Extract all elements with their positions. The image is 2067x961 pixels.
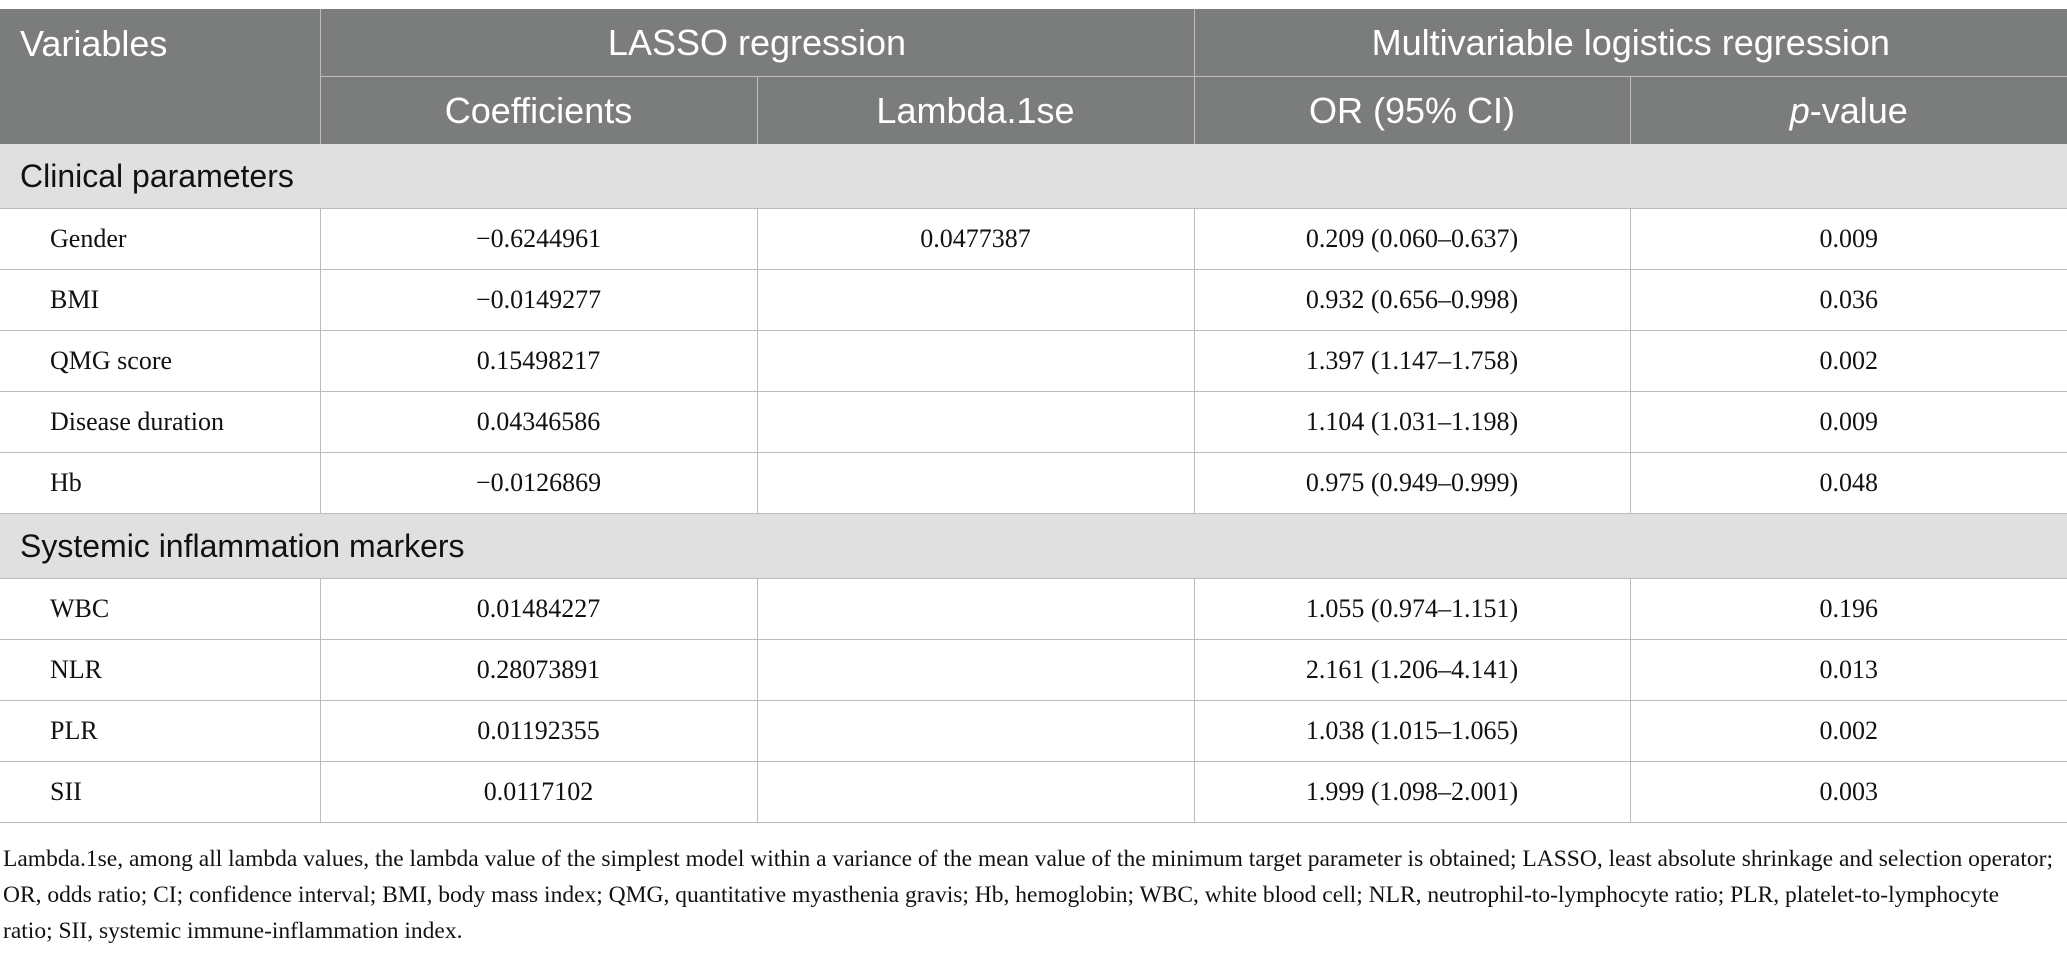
regression-table bbox=[0, 9, 2067, 823]
table-row bbox=[0, 701, 2067, 762]
header-variables: Variables bbox=[0, 9, 320, 144]
header-multivariable-logistics-regression: Multivariable logistics regression bbox=[1194, 9, 2067, 77]
cell-p-value: 0.002 bbox=[1630, 701, 2067, 762]
cell-lambda bbox=[757, 579, 1194, 640]
table-row bbox=[0, 579, 2067, 640]
cell-variable: PLR bbox=[0, 701, 320, 762]
cell-or-ci: 1.104 (1.031–1.198) bbox=[1194, 392, 1630, 453]
table-header bbox=[0, 9, 2067, 144]
cell-variable: NLR bbox=[0, 640, 320, 701]
cell-p-value: 0.048 bbox=[1630, 453, 2067, 514]
cell-lambda bbox=[757, 762, 1194, 823]
cell-p-value: 0.003 bbox=[1630, 762, 2067, 823]
table-row bbox=[0, 453, 2067, 514]
cell-coefficient: −0.0149277 bbox=[320, 270, 757, 331]
cell-or-ci: 1.038 (1.015–1.065) bbox=[1194, 701, 1630, 762]
table-body bbox=[0, 144, 2067, 823]
section-title-systemic-inflammation-markers: Systemic inflammation markers bbox=[0, 514, 2067, 579]
cell-variable: WBC bbox=[0, 579, 320, 640]
cell-variable: Hb bbox=[0, 453, 320, 514]
cell-p-value: 0.013 bbox=[1630, 640, 2067, 701]
cell-coefficient: −0.0126869 bbox=[320, 453, 757, 514]
header-coefficients: Coefficients bbox=[320, 77, 757, 145]
table-row bbox=[0, 331, 2067, 392]
cell-variable: Gender bbox=[0, 209, 320, 270]
cell-variable: QMG score bbox=[0, 331, 320, 392]
cell-coefficient: 0.0117102 bbox=[320, 762, 757, 823]
cell-lambda: 0.0477387 bbox=[757, 209, 1194, 270]
table-row bbox=[0, 392, 2067, 453]
cell-variable: BMI bbox=[0, 270, 320, 331]
cell-or-ci: 1.999 (1.098–2.001) bbox=[1194, 762, 1630, 823]
header-lambda-1se: Lambda.1se bbox=[757, 77, 1194, 145]
cell-coefficient: 0.28073891 bbox=[320, 640, 757, 701]
cell-coefficient: 0.01192355 bbox=[320, 701, 757, 762]
table-row bbox=[0, 209, 2067, 270]
table-row bbox=[0, 762, 2067, 823]
section-title-clinical-parameters: Clinical parameters bbox=[0, 144, 2067, 209]
cell-or-ci: 0.932 (0.656–0.998) bbox=[1194, 270, 1630, 331]
cell-variable: Disease duration bbox=[0, 392, 320, 453]
cell-lambda bbox=[757, 453, 1194, 514]
header-p-italic: p bbox=[1789, 89, 1810, 131]
cell-p-value: 0.002 bbox=[1630, 331, 2067, 392]
table-footnote: Lambda.1se, among all lambda values, the lambda value of the simplest model within a variance of the mean value of the minimum target parameter is obtained; LASSO, least absolute shrinkage and selection operator; OR, odds ratio; CI; confidence interval; BMI, body mass index; QMG, quantitative myasthenia gravis; Hb, hemoglobin; WBC, white blood cell; NLR, neutrophil-to-lymphocyte ratio; PLR, platelet-to-lymphocyte ratio; SII, systemic immune-inflammation index. bbox=[3, 846, 2053, 944]
table-row bbox=[0, 640, 2067, 701]
cell-p-value: 0.009 bbox=[1630, 209, 2067, 270]
header-lasso-regression: LASSO regression bbox=[320, 9, 1194, 77]
header-or-95-ci: OR (95% CI) bbox=[1194, 77, 1630, 145]
cell-variable: SII bbox=[0, 762, 320, 823]
cell-p-value: 0.196 bbox=[1630, 579, 2067, 640]
cell-or-ci: 1.397 (1.147–1.758) bbox=[1194, 331, 1630, 392]
cell-lambda bbox=[757, 331, 1194, 392]
cell-coefficient: 0.15498217 bbox=[320, 331, 757, 392]
cell-or-ci: 2.161 (1.206–4.141) bbox=[1194, 640, 1630, 701]
cell-or-ci: 1.055 (0.974–1.151) bbox=[1194, 579, 1630, 640]
cell-or-ci: 0.209 (0.060–0.637) bbox=[1194, 209, 1630, 270]
header-p-value bbox=[1630, 77, 2067, 145]
cell-coefficient: 0.04346586 bbox=[320, 392, 757, 453]
cell-coefficient: −0.6244961 bbox=[320, 209, 757, 270]
table-row bbox=[0, 270, 2067, 331]
cell-lambda bbox=[757, 640, 1194, 701]
header-p-suffix: -value bbox=[1809, 89, 1908, 131]
cell-lambda bbox=[757, 392, 1194, 453]
cell-lambda bbox=[757, 701, 1194, 762]
cell-p-value: 0.036 bbox=[1630, 270, 2067, 331]
cell-p-value: 0.009 bbox=[1630, 392, 2067, 453]
cell-or-ci: 0.975 (0.949–0.999) bbox=[1194, 453, 1630, 514]
cell-coefficient: 0.01484227 bbox=[320, 579, 757, 640]
cell-lambda bbox=[757, 270, 1194, 331]
